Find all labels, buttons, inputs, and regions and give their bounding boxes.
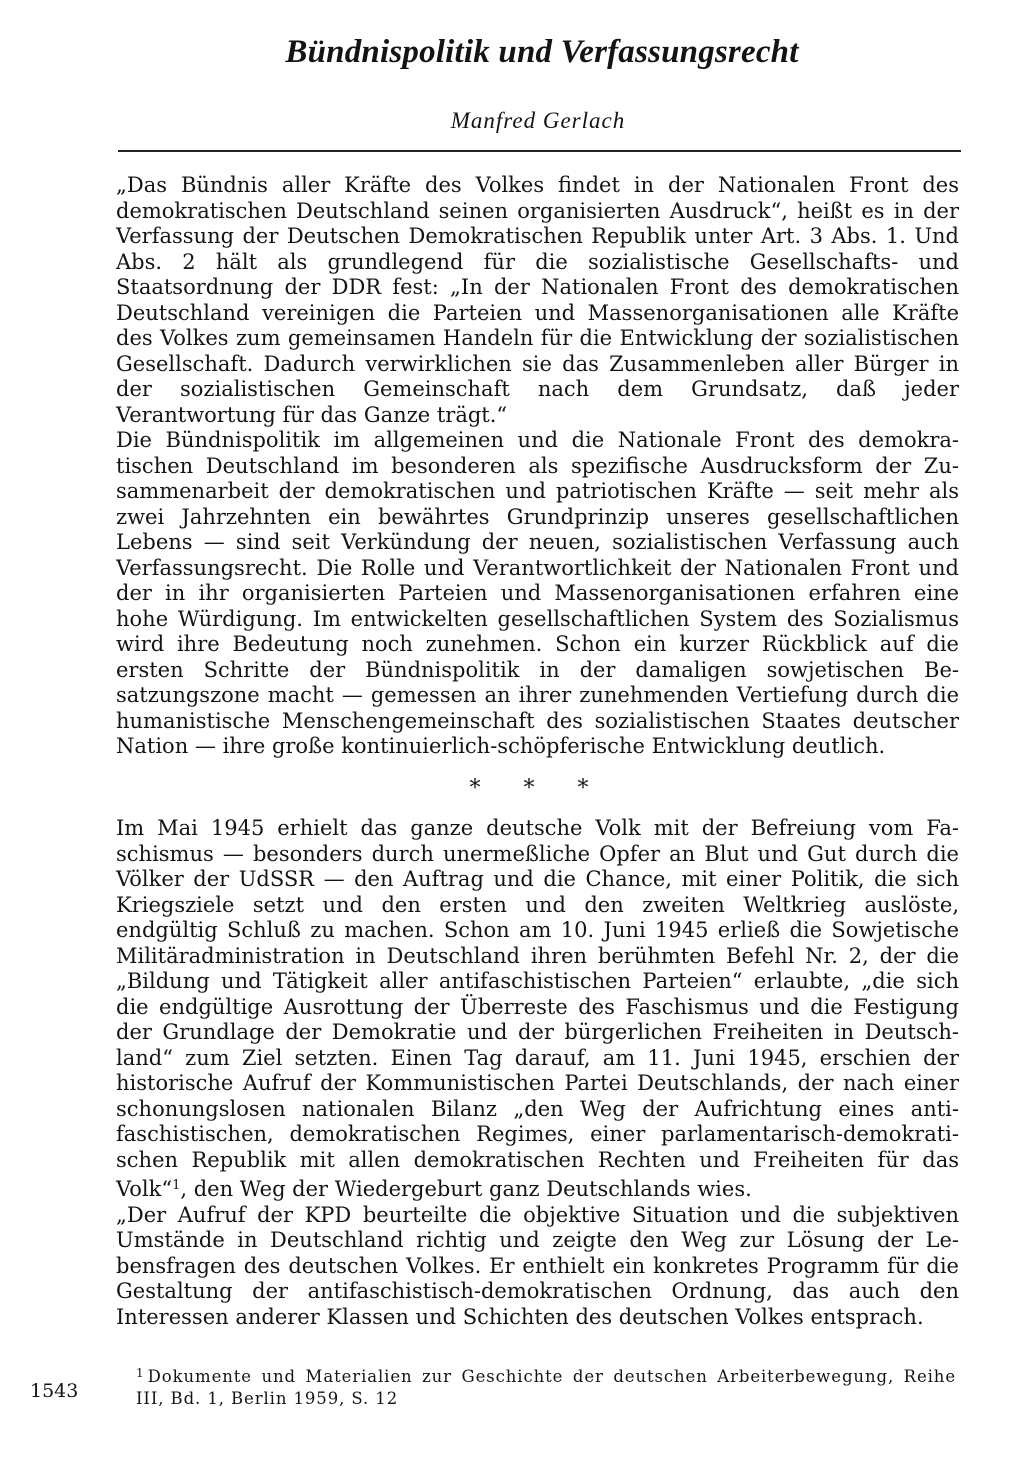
article-author: Manfred Gerlach: [450, 108, 626, 133]
footnote-text: Dokumente und Materialien zur Geschichte der deutschen Arbeiterbewegung, Reihe III, Bd. 1, Berlin 1959, S. 12: [136, 1367, 956, 1408]
section-2-paragraph-2: „Der Aufruf der KPD beurteilte die objektive Situation und die subjektiven Umstände in Deutschland richtig und zeigte den Weg zur Lösung der Lebensfragen des deutschen Volkes. Er enthielt ein konkretes Programm für die Gestaltung der antifaschistisch-demokratischen Ordnung, das auch den Interessen anderer Klassen und Schichten des deutschen Volkes entsprach.: [116, 1202, 959, 1329]
intro-block: [116, 173, 959, 760]
footnote: [136, 1362, 956, 1410]
header-rule: [118, 150, 961, 152]
footnote-reference: 1: [172, 1178, 181, 1193]
paragraph-1-text-end: , den Weg der Wiedergeburt ganz Deutschlands wies.: [180, 1177, 752, 1201]
section-2-block: [116, 816, 959, 1330]
page-number: 1543: [30, 1380, 79, 1402]
footnote-number: 1: [136, 1366, 144, 1380]
intro-paragraph-1: „Das Bündnis aller Kräfte des Volkes findet in der Nationalen Front des demokratischen Deutschland seinen organisierten Ausdruck“, heißt es in der Verfassung der Deutschen Demokratischen Republik unter Art. 3 Abs. 1. Und Abs. 2 hält als grundlegend für die sozialistische Gesellschafts- und Staatsordnung der DDR fest: „In der Nationalen Front des demokratischen Deutschland vereinigen die Parteien und Massenorganisationen alle Kräfte des Volkes zum gemeinsamen Handeln für die Entwicklung der sozialistischen Gesellschaft. Dadurch verwirklichen sie das Zusammenleben aller Bürger in der sozialistischen Gemeinschaft nach dem Grundsatz, daß jeder Verantwortung für das Ganze trägt.“: [116, 173, 959, 427]
article-title: Bündnispolitik und Verfassungsrecht: [285, 34, 799, 70]
paragraph-1-text: Im Mai 1945 erhielt das ganze deutsche Volk mit der Befreiung vom Faschismus — besonders durch unermeßliche Opfer an Blut und Gut durch die Völker der UdSSR — den Auftrag und die Chance, mit einer Politik, die sich Kriegsziele setzt und den ersten und den zweiten Weltkrieg auslöste, endgültig Schluß zu machen. Schon am 10. Juni 1945 erließ die Sowjetische Militäradministration in Deutschland ihren berühmten Befehl Nr. 2, der die „Bildung und Tätigkeit aller antifaschistischen Parteien“ erlaubte, „die sich die endgültige Ausrottung der Überreste des Faschismus und die Festigung der Grundlage der Demokratie und der bürgerlichen Freiheiten in Deutschland“ zum Ziel setzten. Einen Tag darauf, am 11. Juni 1945, erschien der historische Aufruf der Kommunistischen Partei Deutschlands, der nach einer schonungslosen nationalen Bilanz „den Weg der Aufrichtung eines antifaschistischen, demokratischen Regimes, einer parlamentarisch-demokratischen Republik mit allen demokratischen Rechten und Freiheiten für das Volk“: [116, 816, 959, 1201]
intro-paragraph-2: Die Bündnispolitik im allgemeinen und die Nationale Front des demokratischen Deutschland im besonderen als spezifische Ausdrucksform der Zusammenarbeit der demokratischen und patriotischen Kräfte — seit mehr als zwei Jahrzehnten ein bewährtes Grundprinzip unseres gesellschaftlichen Lebens — sind seit Verkündung der neuen, sozialistischen Verfassung auch Verfassungsrecht. Die Rolle und Verantwortlichkeit der Nationalen Front und der in ihr organisierten Parteien und Massenorganisationen erfahren eine hohe Würdigung. Im entwickelten gesellschaftlichen System des Sozialismus wird ihre Bedeutung noch zunehmen. Schon ein kurzer Rückblick auf die ersten Schritte der Bündnispolitik in der damaligen sowjetischen Besatzungszone macht — gemessen an ihrer zunehmenden Vertiefung durch die humanistische Menschengemeinschaft des sozialistischen Staates deutscher Nation — ihre große kontinuierlich-schöpferische Entwicklung deutlich.: [116, 428, 959, 758]
section-separator: * * *: [469, 776, 607, 801]
section-2-paragraph-1: [116, 816, 959, 1203]
